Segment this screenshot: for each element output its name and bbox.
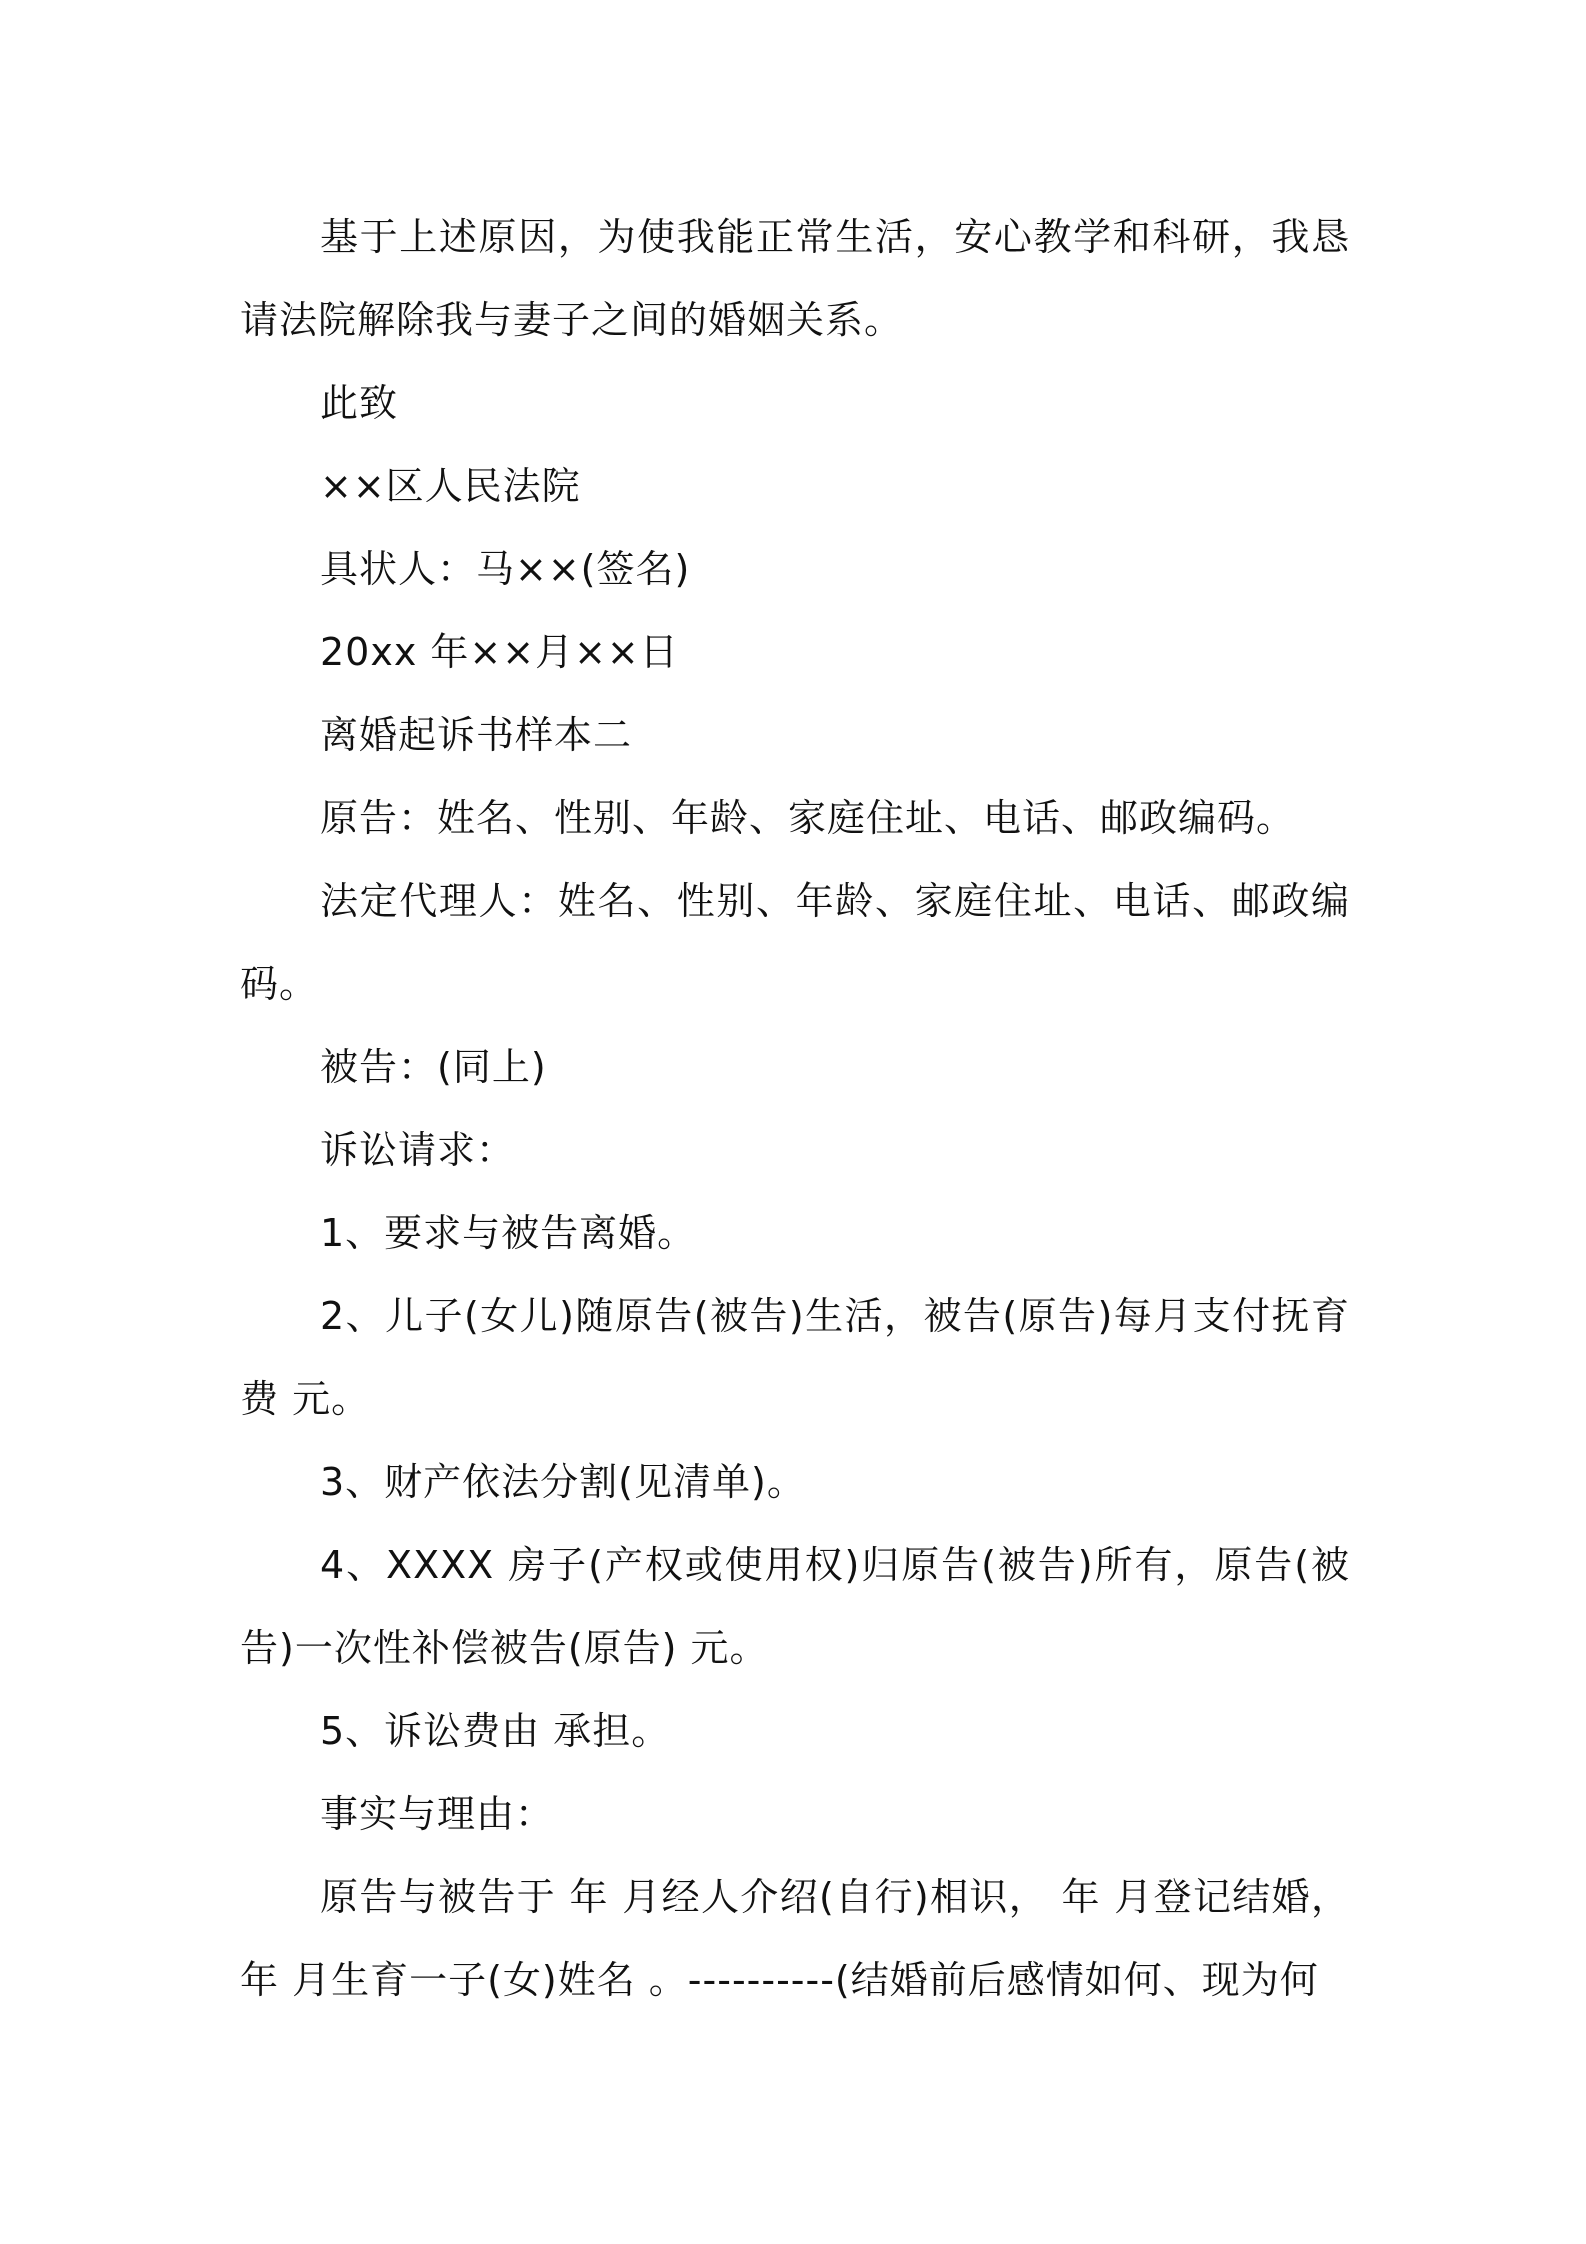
- paragraph-sample-title: 离婚起诉书样本二: [320, 713, 633, 757]
- paragraph-facts-heading: 事实与理由：: [320, 1792, 555, 1836]
- paragraph-claims-heading: 诉讼请求：: [320, 1128, 516, 1172]
- paragraph-claim-3: 3、财产依法分割(见清单)。: [320, 1460, 806, 1504]
- paragraph-claim-2: 2、儿子(女儿)随原告(被告)生活，被告(原告)每月支付抚育费 元。: [240, 1294, 1350, 1421]
- paragraph-salutation: 此致: [320, 381, 399, 425]
- paragraph-defendant: 被告：(同上): [320, 1045, 547, 1089]
- paragraph-claim-5: 5、诉讼费由 承担。: [320, 1709, 671, 1753]
- paragraph-plaintiff: 原告：姓名、性别、年龄、家庭住址、电话、邮政编码。: [320, 796, 1296, 840]
- paragraph-facts-body: 原告与被告于 年 月经人介绍(自行)相识， 年 月登记结婚， 年 月生育一子(女)姓名 。----------(结婚前后感情如何、现为何: [240, 1875, 1350, 2002]
- paragraph-petition-reason: 基于上述原因，为使我能正常生活，安心教学和科研，我恳请法院解除我与妻子之间的婚姻关系。: [240, 215, 1350, 342]
- document-body: [240, 196, 1350, 2022]
- paragraph-court-name: ××区人民法院: [320, 464, 581, 508]
- paragraph-date: 20xx 年××月××日: [320, 630, 679, 674]
- paragraph-claim-4: 4、XXXX 房子(产权或使用权)归原告(被告)所有，原告(被告)一次性补偿被告(原告) 元。: [240, 1543, 1350, 1670]
- paragraph-legal-representative: 法定代理人：姓名、性别、年龄、家庭住址、电话、邮政编码。: [240, 879, 1350, 1006]
- paragraph-claim-1: 1、要求与被告离婚。: [320, 1211, 697, 1255]
- paragraph-signatory: 具状人：马××(签名): [320, 547, 691, 591]
